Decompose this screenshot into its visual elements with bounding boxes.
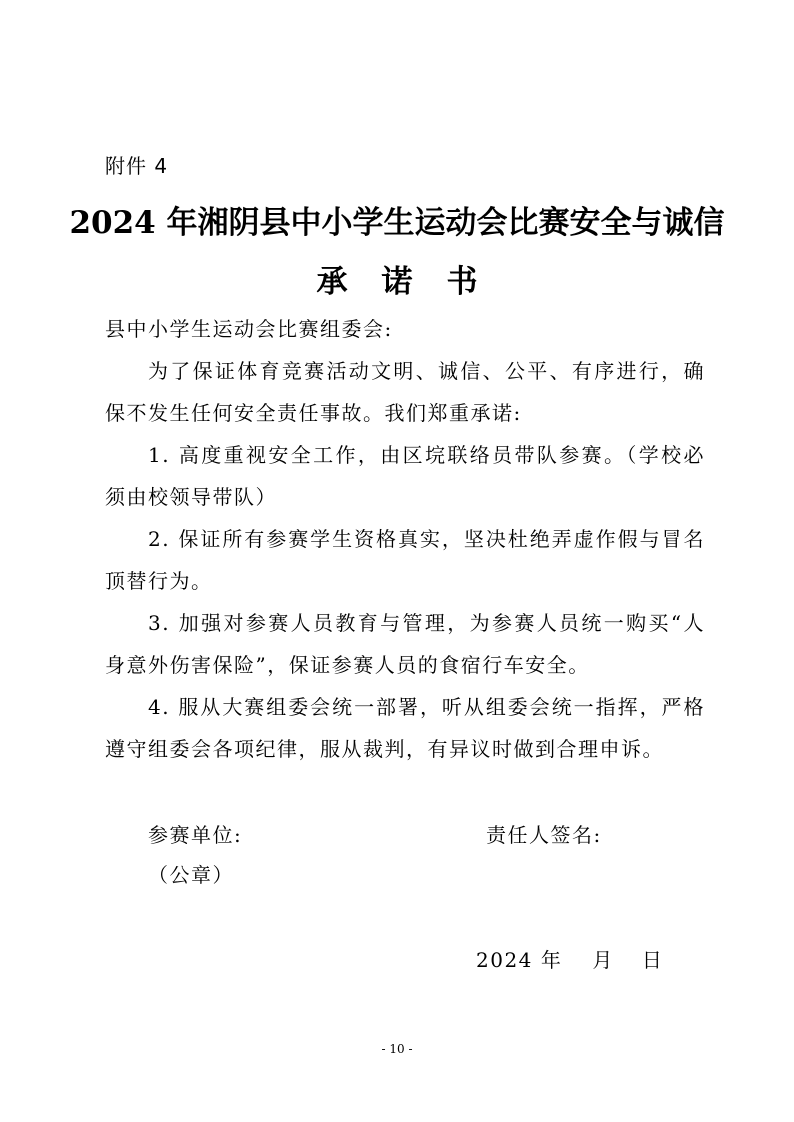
commitment-item-3: 3. 加强对参赛人员教育与管理，为参赛人员统一购买“人身意外伤害保险”，保证参赛人员的食宿行车安全。 <box>105 611 705 677</box>
page-number: - 10 - <box>381 1042 413 1056</box>
participating-unit-label: 参赛单位: <box>148 823 243 847</box>
attachment-label: 附件 4 <box>105 154 169 178</box>
signing-date <box>476 944 663 973</box>
commitment-item-1: 1. 高度重视安全工作，由区垸联络员带队参赛。（学校必须由校领导带队） <box>105 443 705 509</box>
document-title-line1: 2024 年湘阴县中小学生运动会比赛安全与诚信 <box>69 205 725 241</box>
date-year: 2024 <box>476 948 533 972</box>
intro-paragraph: 为了保证体育竞赛活动文明、诚信、公平、有序进行，确保不发生任何安全责任事故。我们郑重承诺: <box>105 359 705 425</box>
date-day-label: 日 <box>641 948 664 972</box>
document-title-line2: 承诺书 <box>316 264 512 300</box>
date-month-label: 月 <box>592 948 614 972</box>
responsible-person-signature-label: 责任人签名: <box>486 823 602 847</box>
commitment-item-4: 4. 服从大赛组委会统一部署，听从组委会统一指挥，严格遵守组委会各项纪律，服从裁判，有异议时做到合理申诉。 <box>105 695 705 761</box>
salutation: 县中小学生运动会比赛组委会: <box>105 317 393 341</box>
official-seal-label: （公章） <box>148 863 234 887</box>
date-year-label: 年 <box>540 948 563 972</box>
commitment-item-2: 2. 保证所有参赛学生资格真实，坚决杜绝弄虚作假与冒名顶替行为。 <box>105 527 705 593</box>
